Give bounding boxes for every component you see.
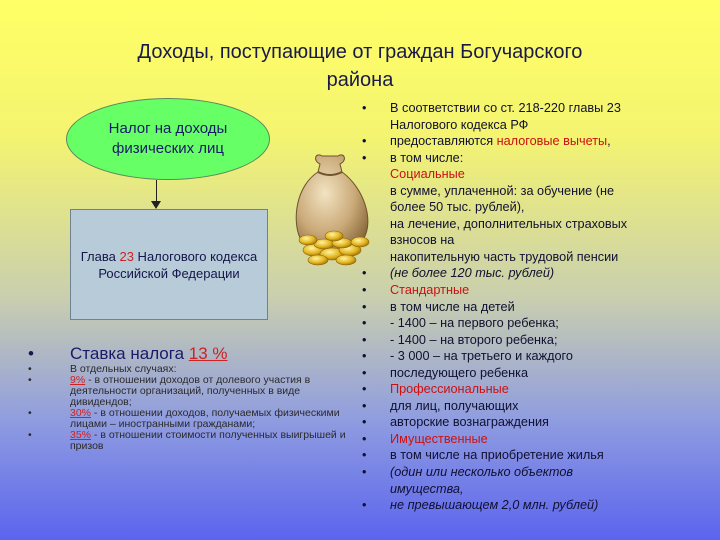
deduction-text: Имущественные [390, 431, 488, 446]
deduction-text: налоговые вычеты [496, 134, 608, 149]
deduction-text: в сумме, уплаченной: за обучение (не [390, 183, 615, 198]
bullet: • [362, 316, 367, 331]
bullet: • [362, 365, 367, 380]
tax-code-chapter-text: Глава 23 Налогового кодекса Российской Федерации [80, 248, 258, 281]
deduction-line [362, 199, 702, 216]
special-rate-text: В отдельных случаях: [70, 363, 177, 375]
special-rate-item [28, 430, 348, 452]
page-title [40, 38, 680, 94]
deduction-text: последующего ребенка [390, 365, 529, 380]
tax-code-chapter-box [70, 209, 268, 320]
deduction-line [362, 249, 702, 266]
arrow-down-icon [151, 201, 161, 209]
bullet: • [362, 398, 367, 413]
deduction-text: Профессиональные [390, 382, 509, 397]
special-rate-item [28, 375, 348, 408]
deduction-text: в том числе: [390, 150, 464, 165]
deduction-line [362, 133, 702, 150]
bullet: • [362, 150, 367, 165]
deduction-text: авторские вознаграждения [390, 415, 549, 430]
special-rate-value: 35% [70, 429, 92, 441]
bullet: • [362, 349, 367, 364]
deduction-line [362, 332, 702, 349]
bullet: • [362, 415, 367, 430]
special-rate-value: 30% [70, 407, 92, 419]
deduction-line [362, 464, 702, 481]
deduction-line [362, 299, 702, 316]
deduction-text: в том числе на детей [390, 299, 515, 314]
deduction-text: накопительную часть трудовой пенсии [390, 249, 619, 264]
deduction-line [362, 398, 702, 415]
deduction-line [362, 365, 702, 382]
deduction-text: - 1400 – на первого ребенка; [390, 316, 559, 331]
deduction-text: - 3 000 – на третьего и каждого [390, 349, 573, 364]
deduction-text: не превышающем 2,0 млн. рублей) [390, 498, 599, 513]
deduction-text: имущества, [390, 481, 464, 496]
deduction-line [362, 282, 702, 299]
special-rate-item [28, 408, 348, 430]
bullet: • [362, 431, 367, 446]
tax-name-text: Налог на доходы физических лиц [108, 120, 228, 157]
deduction-text: Налогового кодекса РФ [390, 117, 529, 132]
page-title-line1: Доходы, поступающие от граждан Богучарского [137, 41, 583, 63]
bullet: • [362, 266, 367, 281]
deduction-line [362, 315, 702, 332]
deduction-text: Социальные [390, 167, 465, 182]
deduction-line [362, 117, 702, 134]
special-rates-list [28, 364, 348, 452]
special-rate-text: - в отношении доходов от долевого участия в деятельности организаций, полученных в виде дивидендов; [70, 374, 311, 408]
deduction-line [362, 497, 702, 514]
deduction-text: более 50 тыс. рублей), [390, 200, 525, 215]
deduction-line [362, 481, 702, 498]
deduction-text: взносов на [390, 233, 455, 248]
bullet: • [362, 134, 367, 149]
deduction-text: (один или несколько объектов [390, 465, 574, 480]
bullet: • [28, 363, 32, 375]
arrow-line [156, 180, 157, 202]
deduction-text: Стандартные [390, 283, 470, 298]
bullet: • [362, 283, 367, 298]
deduction-text: В соответствии со ст. 218-220 главы 23 [390, 101, 621, 115]
deduction-text: в том числе на приобретение жилья [390, 448, 604, 463]
deduction-line [362, 348, 702, 365]
bullet: • [28, 344, 34, 363]
deduction-text: предоставляются [390, 134, 497, 149]
bullet: • [28, 429, 32, 441]
deduction-line [362, 183, 702, 200]
tax-rate-text: Ставка налога 13 % [70, 344, 228, 363]
deduction-line [362, 447, 702, 464]
bullet: • [362, 101, 367, 115]
deduction-line [362, 150, 702, 167]
page-title-line2: района [326, 69, 394, 91]
deduction-text: на лечение, дополнительных страховых [390, 216, 628, 231]
deductions-list [362, 100, 702, 514]
bullet: • [362, 299, 367, 314]
chapter-number: 23 [119, 248, 134, 264]
deduction-line [362, 100, 702, 117]
bullet: • [362, 332, 367, 347]
special-rate-text: - в отношении доходов, получаемых физическими лицами – иностранными гражданами; [70, 407, 340, 430]
bullet: • [362, 382, 367, 397]
deduction-text: (не более 120 тыс. рублей) [390, 266, 555, 281]
deduction-line [362, 431, 702, 448]
tax-rate-value: 13 % [188, 344, 228, 363]
special-rate-text: - в отношении стоимости полученных выигрышей и призов [70, 429, 346, 452]
deduction-text: - 1400 – на второго ребенка; [390, 332, 558, 347]
bullet: • [362, 465, 367, 480]
bullet: • [362, 448, 367, 463]
bullet: • [28, 407, 32, 419]
deduction-line [362, 216, 702, 233]
deduction-line [362, 265, 702, 282]
deduction-text: для лиц, получающих [390, 398, 519, 413]
deduction-text: , [607, 134, 611, 149]
deduction-line [362, 232, 702, 249]
deduction-line [362, 414, 702, 431]
tax-name-ellipse [66, 98, 270, 180]
bullet: • [28, 374, 32, 386]
bullet: • [362, 498, 367, 513]
special-rate-value: 9% [70, 374, 86, 386]
deduction-line [362, 166, 702, 183]
deduction-line [362, 381, 702, 398]
